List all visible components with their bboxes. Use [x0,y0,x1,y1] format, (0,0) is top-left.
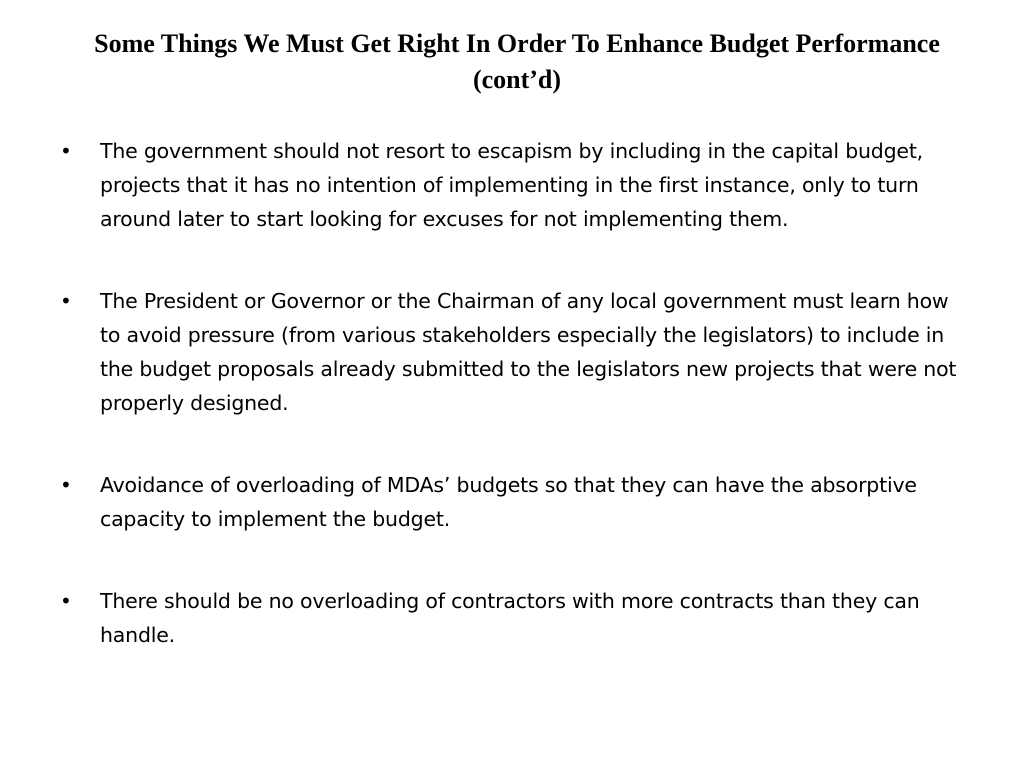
bullet-text-4: There should be no overloading of contractors with more contracts than they can handle. [100,589,920,647]
bullet-item-3 [58,468,958,536]
bullet-icon: • [60,139,72,163]
bullet-icon: • [60,473,72,497]
bullet-item-1 [58,134,958,236]
bullet-icon: • [60,289,72,313]
bullet-list [58,134,958,652]
bullet-text-2: The President or Governor or the Chairman of any local government must learn how to avoid pressure (from various stakeholders especially the legislators) to include in the budget proposals already submitted to the legislators new projects that were not properly designed. [100,289,957,415]
bullet-text-1: The government should not resort to escapism by including in the capital budget, projects that it has no intention of implementing in the first instance, only to turn around later to start looking for excuses for not implementing them. [100,139,923,231]
bullet-icon: • [60,589,72,613]
slide-title: Some Things We Must Get Right In Order To Enhance Budget Performance (cont’d) [94,29,940,94]
bullet-item-4 [58,584,958,652]
bullet-item-2 [58,284,958,420]
bullet-text-3: Avoidance of overloading of MDAs’ budgets so that they can have the absorptive capacity to implement the budget. [100,473,917,531]
